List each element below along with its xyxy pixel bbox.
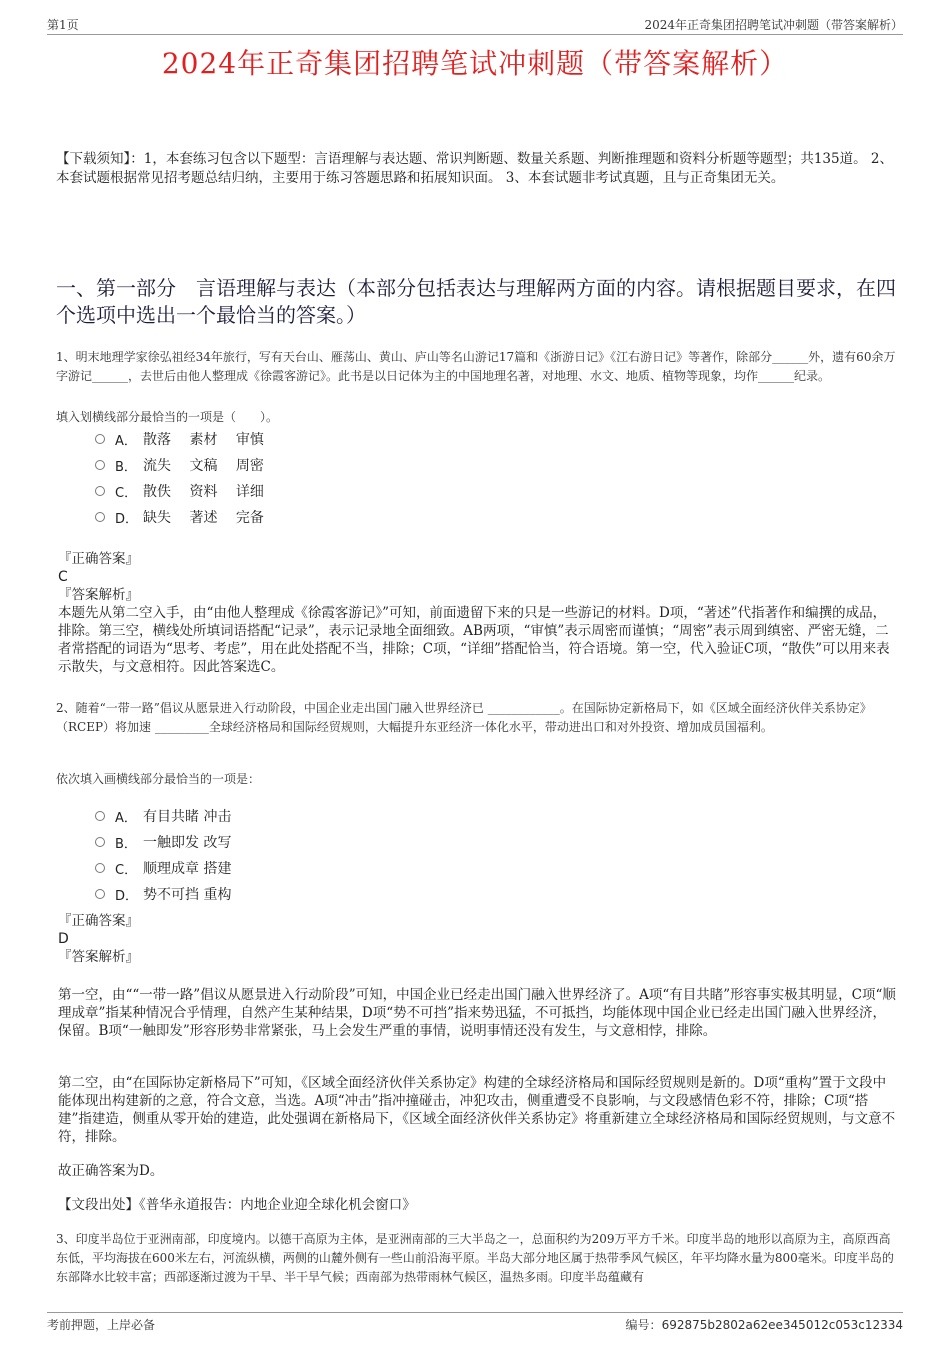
option-b[interactable]: B． 流失 文稿 周密 (95, 452, 264, 478)
option-d[interactable]: D． 势不可挡 重构 (95, 881, 231, 907)
question-3-stem: 3、印度半岛位于亚洲南部，印度境内。以德干高原为主体，是亚洲南部的三大半岛之一，总面积约为209万平方千米。印度半岛的地形以高原为主，高原西高东低，平均海拔在600米左右，河流纵横，两侧的山麓外侧有一些山前沿海平原。半岛大部分地区属于热带季风气候区，年平均降水量为800毫米。印度半岛的东部降水比较丰富；西部逐渐过渡为干旱、半干旱气候；西南部为热带雨林气候区，温热多雨。印度半岛蕴藏有 (56, 1232, 894, 1284)
question-2-options (95, 803, 231, 907)
option-a[interactable]: A． 散落 素材 审慎 (95, 426, 264, 452)
question-2-source: 【文段出处】《普华永道报告：内地企业迎全球化机会窗口》 (58, 1197, 416, 1213)
question-2-answer-header: 『正确答案』 D 『答案解析』 (58, 912, 896, 966)
footer-slogan: 考前押题，上岸必备 (47, 1318, 156, 1332)
question-2-conclusion: 故正确答案为D。 (58, 1163, 164, 1179)
answer-analysis: 本题先从第二空入手，由“由他人整理成《徐霞客游记》”可知，前面遗留下来的只是一些游记的材料。D项，“著述”代指著作和编撰的成品，排除。第三空，横线处所填词语搭配“记录”，表示记录地全面细致。AB两项，“审慎”表示周密而谨慎；“周密”表示周到缜密、严密无缝，二者常搭配的词语为“思考、考虑”，用在此处搭配不当，排除；C项，“详细”搭配恰当，符合语境。第一空，代入验证C项，“散佚”可以用来表示散失，与文意相符。因此答案选C。 (58, 605, 890, 675)
radio-icon[interactable] (95, 512, 105, 522)
question-1-options (95, 426, 264, 530)
option-c[interactable]: C． 散佚 资料 详细 (95, 478, 264, 504)
question-2-analysis-1: 第一空，由““一带一路”倡议从愿景进入行动阶段”可知，中国企业已经走出国门融入世界经济了。A项“有目共睹”形容事实极其明显，C项“顺理成章”指某种情况合乎情理，自然产生某种结果，D项“势不可挡”指来势迅猛，不可抵挡，均能体现中国企业已经走出国门融入世界经济，保留。B项“一触即发”形容形势非常紧张，马上会发生严重的事情，说明事情还没有发生，与文意相悖，排除。 (58, 987, 896, 1039)
radio-icon[interactable] (95, 837, 105, 847)
section-heading: 一、第一部分 言语理解与表达（本部分包括表达与理解两方面的内容。请根据题目要求，在四个选项中选出一个最恰当的答案。） (56, 276, 896, 327)
radio-icon[interactable] (95, 889, 105, 899)
correct-answer: C (58, 569, 68, 585)
header-doc-title: 2024年正奇集团招聘笔试冲刺题（带答案解析） (644, 18, 903, 32)
correct-answer: D (58, 931, 69, 947)
option-c[interactable]: C． 顺理成章 搭建 (95, 855, 231, 881)
question-1-stem: 1、明末地理学家徐弘祖经34年旅行，写有天台山、雁荡山、黄山、庐山等名山游记17篇和《浙游日记》《江右游日记》等著作，除部分______外，遗有60余万字游记______，去世后由他人整理成《徐霞客游记》。此书是以日记体为主的中国地理名著，对地理、水文、地质、植物等现象，均作______纪录。 (56, 350, 896, 383)
question-1-prompt: 填入划横线部分最恰当的一项是（ ）。 (56, 410, 279, 424)
question-2-analysis-2: 第二空，由“在国际协定新格局下”可知，《区域全面经济伙伴关系协定》构建的全球经济格局和国际经贸规则是新的。D项“重构”置于文段中能体现出构建新的之意，符合文意，当选。A项“冲击”指冲撞碰击，冲犯攻击，侧重遭受不良影响，与文段感情色彩不符，排除；C项“搭建”指建造，侧重从零开始的建造，此处强调在新格局下，《区域全面经济伙伴关系协定》将重新建立全球经济格局和国际经贸规则，与文意不符，排除。 (58, 1075, 896, 1145)
page-footer (47, 1312, 903, 1335)
radio-icon[interactable] (95, 486, 105, 496)
download-notice: 【下载须知】：1，本套练习包含以下题型：言语理解与表达题、常识判断题、数量关系题、判断推理题和资料分析题等题型；共135道。 2、本套试题根据常见招考题总结归纳，主要用于练习答题思路和拓展知识面。 3、本套试题非考试真题，且与正奇集团无关。 (56, 151, 893, 186)
footer-code: 编号：692875b2802a62ee345012c053c12334 (625, 1318, 903, 1332)
page-header (47, 14, 903, 35)
radio-icon[interactable] (95, 863, 105, 873)
radio-icon[interactable] (95, 811, 105, 821)
question-1-answer: 『正确答案』 C 『答案解析』 本题先从第二空入手，由“由他人整理成《徐霞客游记》”可知，前面遗留下来的只是一些游记的材料。D项，“著述”代指著作和编撰的成品，排除。第三空，横线处所填词语搭配“记录”，表示记录地全面细致。AB两项，“审慎”表示周密而谨慎；“周密”表示周到缜密、严密无缝，二者常搭配的词语为“思考、考虑”，用在此处搭配不当，排除；C项，“详细”搭配恰当，符合语境。第一空，代入验证C项，“散佚”可以用来表示散失，与文意相符。因此答案选C。 (58, 550, 896, 676)
radio-icon[interactable] (95, 434, 105, 444)
page-number: 第1页 (47, 18, 79, 32)
option-d[interactable]: D． 缺失 著述 完备 (95, 504, 264, 530)
option-b[interactable]: B． 一触即发 改写 (95, 829, 231, 855)
radio-icon[interactable] (95, 460, 105, 470)
question-2-stem: 2、随着“一带一路”倡议从愿景进入行动阶段，中国企业走出国门融入世界经济已 ____________。在国际协定新格局下，如《区域全面经济伙伴关系协定》（RCEP）将加速 _________全球经济格局和国际经贸规则，大幅提升东亚经济一体化水平，带动进出口和对外投资、增加成员国福利。 (56, 701, 872, 734)
document-title: 2024年正奇集团招聘笔试冲刺题（带答案解析） (161, 47, 789, 80)
question-2-prompt: 依次填入画横线部分最恰当的一项是： (56, 772, 261, 786)
option-a[interactable]: A． 有目共睹 冲击 (95, 803, 231, 829)
